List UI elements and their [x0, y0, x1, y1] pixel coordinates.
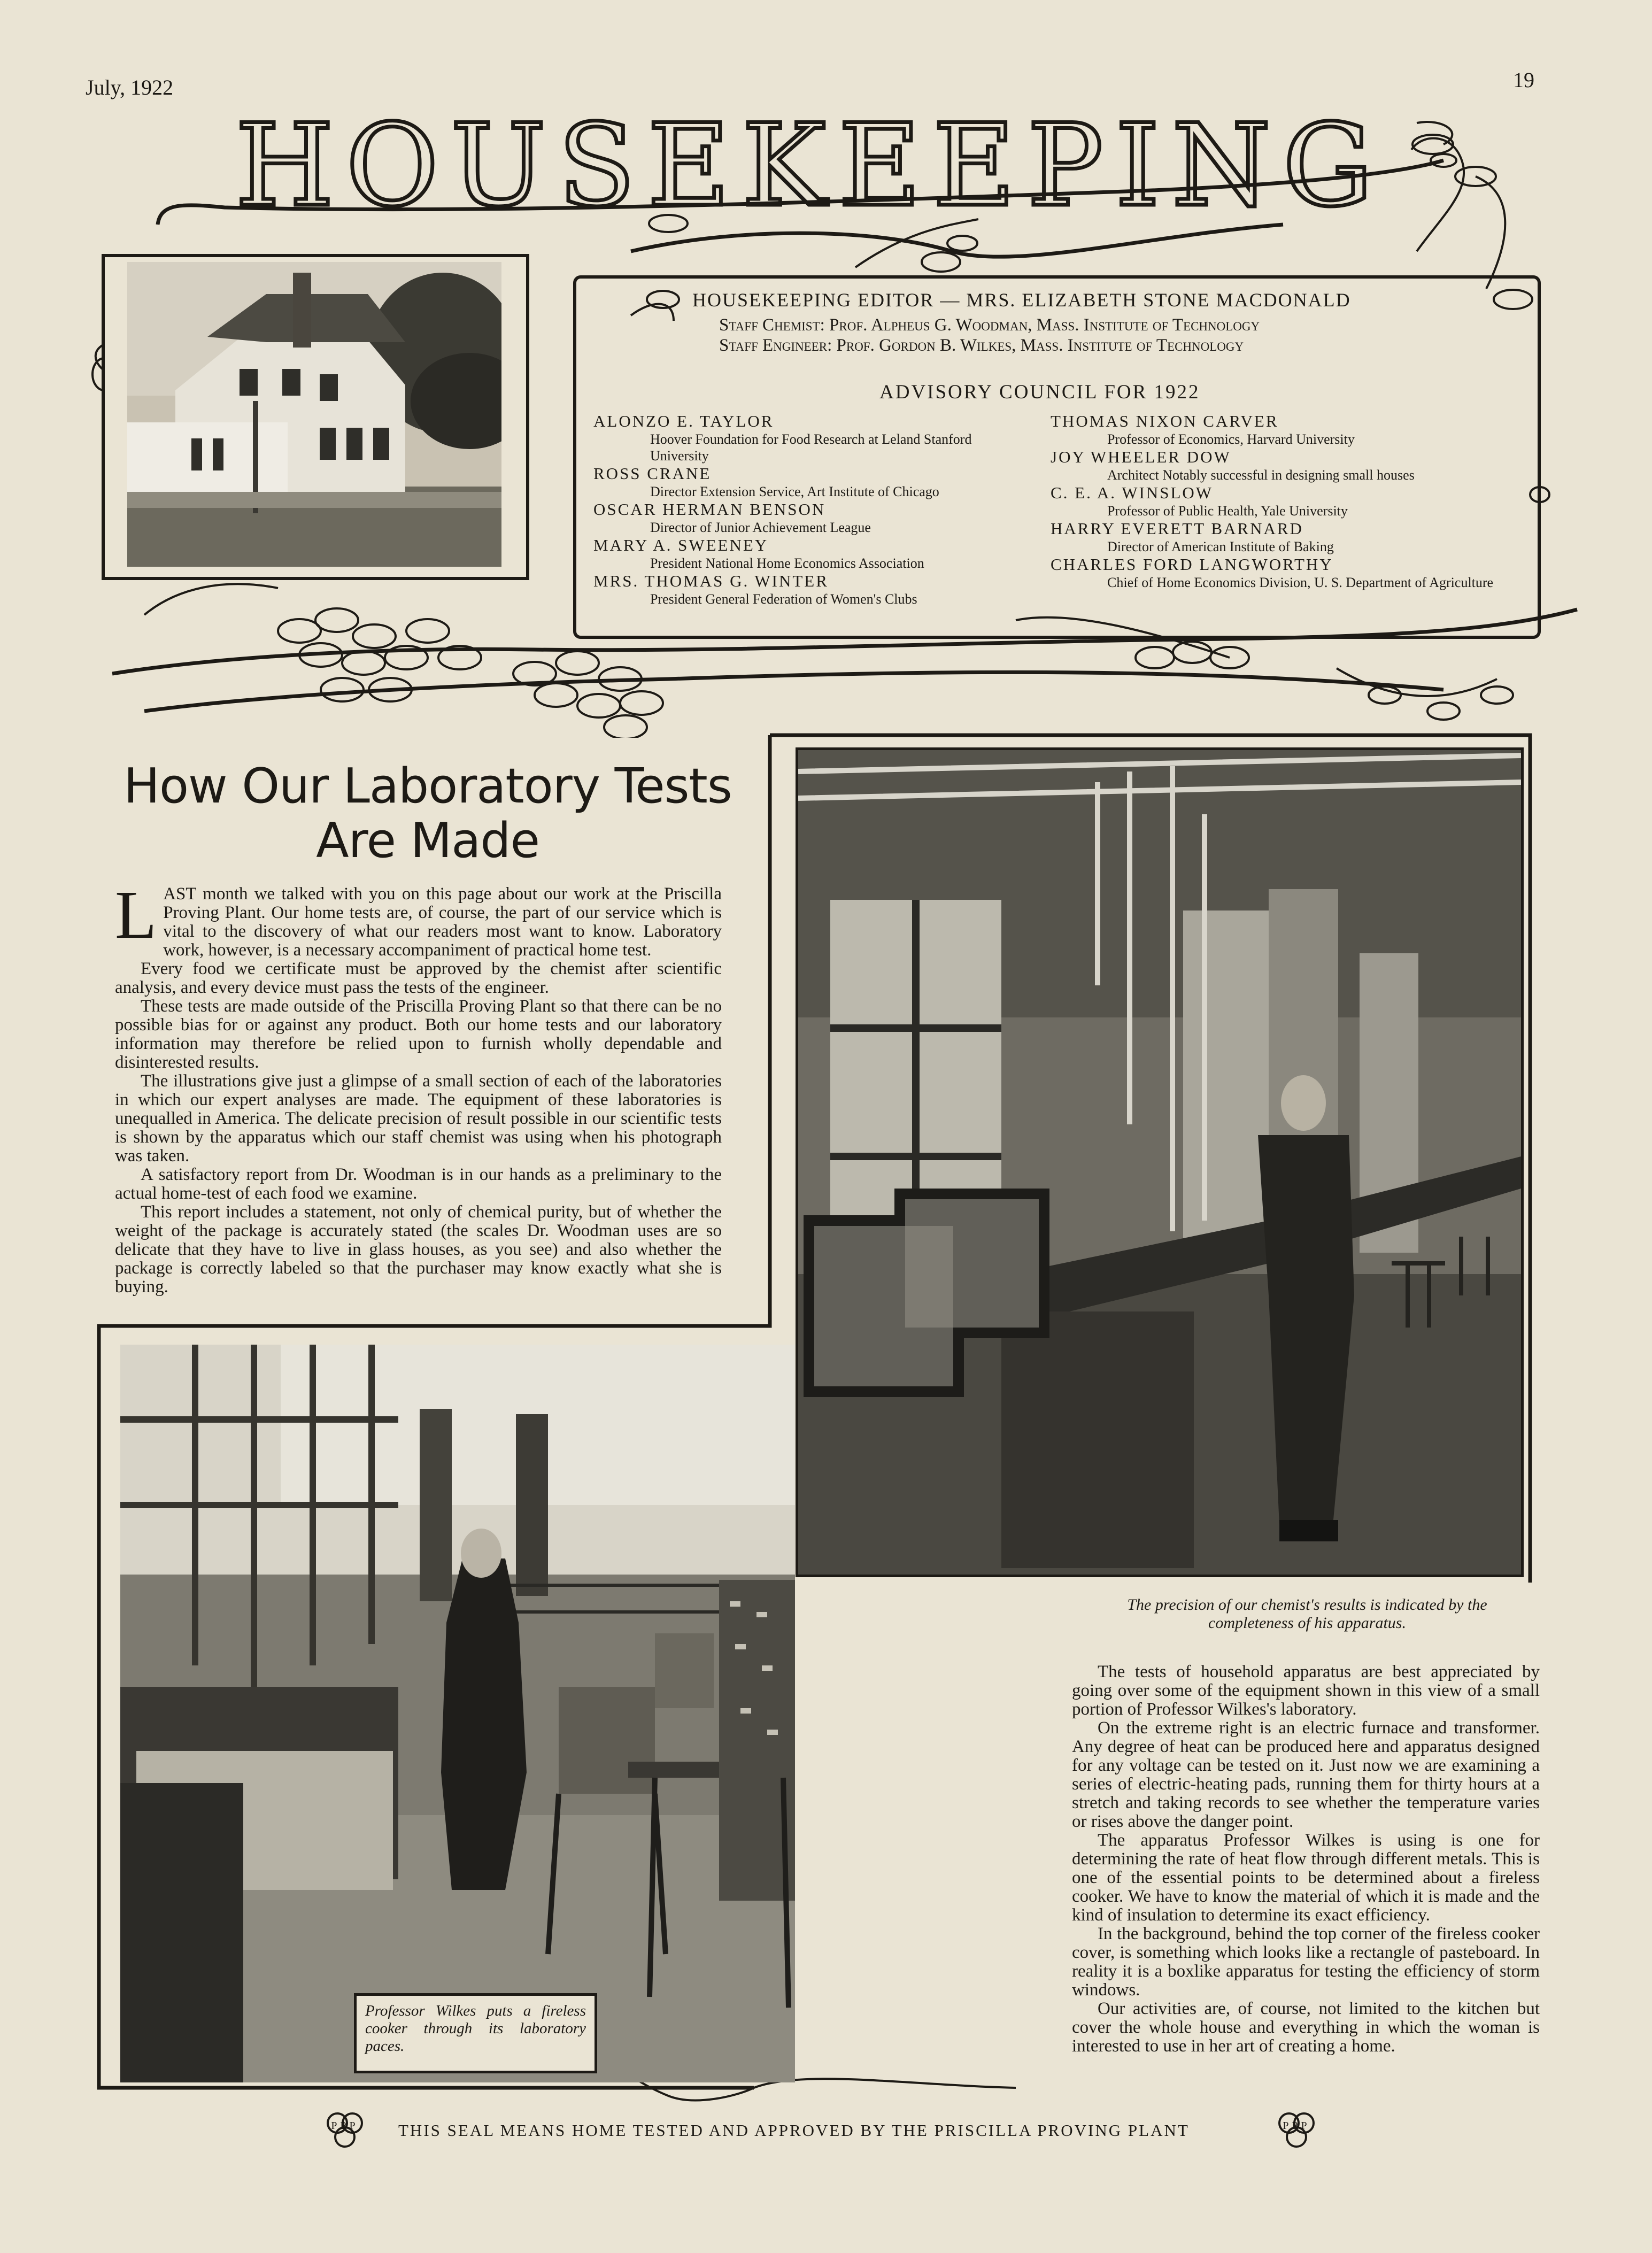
house-photo [127, 262, 501, 567]
page-number: 19 [1513, 68, 1534, 92]
article-paragraph: A satisfactory report from Dr. Woodman is in our hands as a preliminary to the actual home-test of each food we examine. [115, 1165, 722, 1203]
article-paragraph: The tests of household apparatus are best appreciated by going over some of the equipment shown in this view of a small portion of Professor Wilkes's laboratory. [1072, 1662, 1540, 1719]
staff-engineer: Staff Engineer: Prof. Gordon B. Wilkes, Mass. Institute of Technology [719, 336, 1244, 355]
article-paragraph: In the background, behind the top corner of the fireless cooker cover, is something which looks like a rectangle of pasteboard. In reality it is a boxlike apparatus for testing the efficiency of storm windows. [1072, 1924, 1540, 2000]
council-member: HARRY EVERETT BARNARD Director of American Institute of Baking [1051, 519, 1334, 554]
article-column-two [1072, 1663, 1540, 2056]
article-paragraph: The illustrations give just a glimpse of a small section of each of the laboratories in which our expert analyses are made. The equipment of these laboratories is unequalled in America. The delicate precision of result possible in our scientific tests is shown by the apparatus which our staff chemist was using when his photograph was taken. [115, 1071, 722, 1166]
article-title-line1: How Our Laboratory Tests [123, 758, 732, 814]
editor-line: HOUSEKEEPING EDITOR — MRS. ELIZABETH STONE MACDONALD [692, 289, 1351, 311]
council-member: MARY A. SWEENEY President National Home Economics Association [593, 536, 924, 571]
article-paragraph: This report includes a statement, not only of chemical purity, but of whether the weight of the package is accurately stated (the scales Dr. Woodman uses are so delicate that they have to live in glass houses, as you see) and also whether the package is correctly labeled so that the purchaser may know exactly what she is buying. [115, 1202, 722, 1297]
article-body [115, 877, 722, 1297]
council-member: ROSS CRANE Director Extension Service, Art Institute of Chicago [593, 464, 939, 499]
wilkes-caption: Professor Wilkes puts a fireless cooker through its laboratory paces. [365, 2002, 586, 2055]
advisory-title: ADVISORY COUNCIL FOR 1922 [879, 381, 1200, 403]
article-paragraph: The apparatus Professor Wilkes is using is one for determining the rate of heat flow through different metals. This is one of the essential points to be determined about a fireless cooker. We have to know the material of which it is made and the kind of insulation to determine its exact efficiency. [1072, 1831, 1540, 1925]
staff-chemist: Staff Chemist: Prof. Alpheus G. Woodman, Mass. Institute of Technology [719, 315, 1260, 335]
wilkes-caption-box [354, 1993, 597, 2073]
council-left-column [593, 412, 1021, 607]
masthead-title: HOUSEKEEPING [235, 99, 1385, 232]
council-right-column [1051, 412, 1532, 591]
council-member: OSCAR HERMAN BENSON Director of Junior Achievement League [593, 500, 871, 535]
council-member: JOY WHEELER DOW Architect Notably successful in designing small houses [1051, 447, 1415, 483]
seal-text: THIS SEAL MEANS HOME TESTED AND APPROVED BY THE PRISCILLA PROVING PLANT [398, 2121, 1190, 2140]
article-paragraph: These tests are made outside of the Priscilla Proving Plant so that there can be no possible bias for or against any product. Both our home tests and our laboratory information may therefore be relied upon to furnish wholly dependable and disinterested results. [115, 997, 722, 1072]
seal-letters-left: PPP [331, 2120, 359, 2132]
article-first-paragraph: AST month we talked with you on this page about our work at the Priscilla Proving Plant. Our home tests are, of course, the part of our service which is vital to the discovery of what our readers most want to know. Laboratory work, however, is a necessary accompaniment of practical home test. [163, 884, 722, 960]
council-member: THOMAS NIXON CARVER Professor of Economics, Harvard University [1051, 412, 1355, 447]
article-paragraph: On the extreme right is an electric furnace and transformer. Any degree of heat can be produced here and apparatus designed for any voltage can be tested on it. Just now we are examining a series of electric-heating pads, running them for thirty hours at a stretch and taking records to see whether the temperature varies or rises above the danger point. [1072, 1718, 1540, 1831]
council-member: ALONZO E. TAYLOR Hoover Foundation for Food Research at Leland Stanford University [593, 412, 972, 464]
chemist-lab-photo [796, 747, 1524, 1577]
article-paragraph: Every food we certificate must be approved by the chemist after scientific analysis, and every device must pass the tests of the engineer. [115, 959, 722, 997]
council-member: CHARLES FORD LANGWORTHY Chief of Home Economics Division, U. S. Department of Agriculture [1051, 555, 1494, 590]
article-title [96, 759, 759, 868]
article-paragraph: Our activities are, of course, not limited to the kitchen but cover the whole house and everything in which the woman is interested to use in her art of creating a home. [1072, 1999, 1540, 2056]
issue-date: July, 1922 [86, 75, 174, 99]
seal-letters-right: PPP [1283, 2120, 1310, 2132]
wilkes-lab-photo [120, 1345, 795, 2082]
council-member: MRS. THOMAS G. WINTER President General Federation of Women's Clubs [593, 572, 917, 607]
article-title-line2: Are Made [316, 813, 539, 869]
drop-cap: L [115, 877, 157, 953]
chemist-caption: The precision of our chemist's results is indicated by the completeness of his apparatus. [1127, 1596, 1487, 1632]
council-member: C. E. A. WINSLOW Professor of Public Health, Yale University [1051, 483, 1348, 519]
